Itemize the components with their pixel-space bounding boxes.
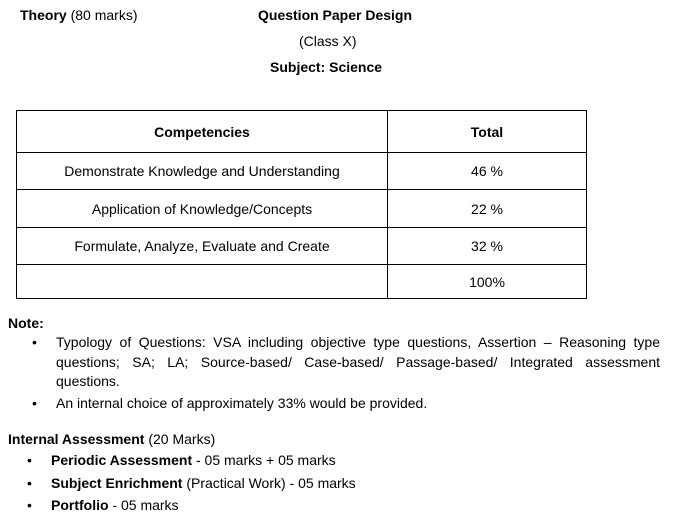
list-item bbox=[27, 473, 356, 496]
class-label: (Class X) bbox=[299, 33, 357, 49]
item-detail: - 05 marks bbox=[108, 497, 179, 513]
note-heading: Note: bbox=[8, 315, 44, 331]
competency-cell bbox=[17, 265, 388, 299]
internal-assessment-heading bbox=[8, 431, 215, 447]
item-title: Periodic Assessment bbox=[51, 452, 193, 468]
theory-label: Theory bbox=[20, 7, 67, 23]
competency-cell: Application of Knowledge/Concepts bbox=[17, 190, 388, 228]
grand-total-cell: 100% bbox=[388, 265, 587, 299]
note-list bbox=[32, 333, 660, 413]
internal-assessment-list bbox=[27, 450, 356, 518]
column-header-total: Total bbox=[388, 111, 587, 153]
item-title: Portfolio bbox=[51, 497, 109, 513]
total-cell: 22 % bbox=[388, 190, 587, 228]
competency-table bbox=[16, 110, 587, 299]
page-title: Question Paper Design bbox=[258, 7, 413, 23]
subject-label: Subject: Science bbox=[270, 59, 383, 75]
table-header-row bbox=[17, 111, 587, 153]
competency-cell: Formulate, Analyze, Evaluate and Create bbox=[17, 228, 388, 265]
total-cell: 46 % bbox=[388, 153, 587, 190]
table-row bbox=[17, 190, 587, 228]
note-item: • Typology of Questions: VSA including objective type questions, Assertion – Reasoning type questions; SA; LA; Source-based/ Case-based/ Passage-based/ Integrated assessment questions. bbox=[32, 333, 660, 392]
internal-assessment-marks: (20 Marks) bbox=[148, 431, 216, 447]
item-title: Subject Enrichment bbox=[51, 474, 183, 491]
note-item: • An internal choice of approximately 33% would be provided. bbox=[32, 394, 660, 414]
theory-marks: (80 marks) bbox=[70, 7, 138, 23]
list-item bbox=[27, 495, 356, 518]
theory-heading bbox=[20, 7, 137, 23]
table-row bbox=[17, 228, 587, 265]
table-row bbox=[17, 153, 587, 190]
column-header-competencies: Competencies bbox=[17, 111, 388, 153]
internal-assessment-label: Internal Assessment bbox=[8, 431, 145, 447]
table-row-total bbox=[17, 265, 587, 299]
total-cell: 32 % bbox=[388, 228, 587, 265]
list-item bbox=[27, 450, 356, 473]
item-detail: (Practical Work) - 05 marks bbox=[182, 474, 356, 491]
competency-cell: Demonstrate Knowledge and Understanding bbox=[17, 153, 388, 190]
item-detail: - 05 marks + 05 marks bbox=[192, 452, 336, 468]
